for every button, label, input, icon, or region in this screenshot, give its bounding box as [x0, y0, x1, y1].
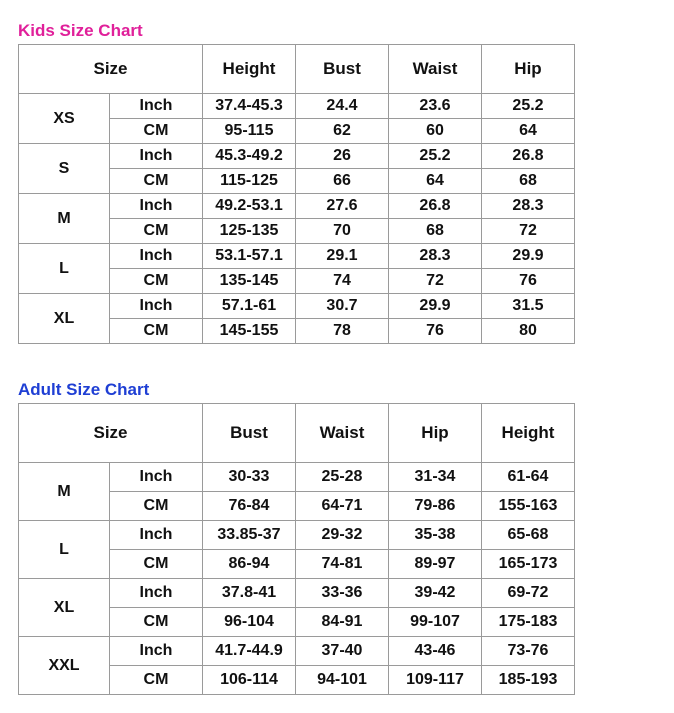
unit-label: CM	[110, 219, 203, 244]
measurement-cell: 70	[296, 219, 389, 244]
measure-header: Hip	[482, 45, 575, 94]
measurement-cell: 57.1-61	[203, 294, 296, 319]
measurement-cell: 29.9	[389, 294, 482, 319]
measurement-cell: 29.1	[296, 244, 389, 269]
unit-label: Inch	[110, 579, 203, 608]
unit-label: CM	[110, 119, 203, 144]
measurement-cell: 65-68	[482, 521, 575, 550]
measurement-cell: 35-38	[389, 521, 482, 550]
unit-label: Inch	[110, 294, 203, 319]
measurement-cell: 115-125	[203, 169, 296, 194]
kids-size-table	[18, 44, 575, 344]
unit-label: Inch	[110, 144, 203, 169]
measurement-cell: 64-71	[296, 492, 389, 521]
measurement-cell: 29.9	[482, 244, 575, 269]
measurement-cell: 99-107	[389, 608, 482, 637]
measurement-cell: 25.2	[482, 94, 575, 119]
table-row	[19, 244, 575, 269]
unit-label: Inch	[110, 244, 203, 269]
measure-header: Bust	[296, 45, 389, 94]
size-label: XL	[19, 294, 110, 344]
measurement-cell: 68	[482, 169, 575, 194]
table-row	[19, 637, 575, 666]
unit-label: Inch	[110, 194, 203, 219]
measurement-cell: 80	[482, 319, 575, 344]
unit-label: CM	[110, 169, 203, 194]
adult-chart-title: Adult Size Chart	[18, 380, 150, 399]
measurement-cell: 26	[296, 144, 389, 169]
measurement-cell: 31.5	[482, 294, 575, 319]
measurement-cell: 95-115	[203, 119, 296, 144]
measurement-cell: 76	[389, 319, 482, 344]
measurement-cell: 27.6	[296, 194, 389, 219]
measure-header: Waist	[296, 404, 389, 463]
size-label: L	[19, 521, 110, 579]
measurement-cell: 37-40	[296, 637, 389, 666]
measurement-cell: 89-97	[389, 550, 482, 579]
header-row	[19, 45, 575, 94]
size-header: Size	[19, 45, 203, 94]
measurement-cell: 64	[389, 169, 482, 194]
measurement-cell: 62	[296, 119, 389, 144]
measurement-cell: 61-64	[482, 463, 575, 492]
measurement-cell: 60	[389, 119, 482, 144]
size-label: S	[19, 144, 110, 194]
size-label: L	[19, 244, 110, 294]
table-row	[19, 463, 575, 492]
measurement-cell: 31-34	[389, 463, 482, 492]
table-row	[19, 194, 575, 219]
measurement-cell: 25.2	[389, 144, 482, 169]
table-row	[19, 144, 575, 169]
measurement-cell: 185-193	[482, 666, 575, 695]
table-row	[19, 94, 575, 119]
unit-label: Inch	[110, 521, 203, 550]
measurement-cell: 28.3	[389, 244, 482, 269]
table-row	[19, 294, 575, 319]
measurement-cell: 41.7-44.9	[203, 637, 296, 666]
measurement-cell: 73-76	[482, 637, 575, 666]
measure-header: Bust	[203, 404, 296, 463]
size-header: Size	[19, 404, 203, 463]
measurement-cell: 106-114	[203, 666, 296, 695]
table-row	[19, 521, 575, 550]
unit-label: CM	[110, 550, 203, 579]
measurement-cell: 84-91	[296, 608, 389, 637]
measurement-cell: 68	[389, 219, 482, 244]
measurement-cell: 28.3	[482, 194, 575, 219]
measurement-cell: 30-33	[203, 463, 296, 492]
adult-size-table	[18, 403, 575, 695]
measurement-cell: 96-104	[203, 608, 296, 637]
size-label: XS	[19, 94, 110, 144]
measurement-cell: 29-32	[296, 521, 389, 550]
measurement-cell: 94-101	[296, 666, 389, 695]
measurement-cell: 76-84	[203, 492, 296, 521]
measurement-cell: 43-46	[389, 637, 482, 666]
unit-label: Inch	[110, 463, 203, 492]
size-label: XL	[19, 579, 110, 637]
measurement-cell: 86-94	[203, 550, 296, 579]
measurement-cell: 72	[482, 219, 575, 244]
measurement-cell: 66	[296, 169, 389, 194]
measure-header: Height	[482, 404, 575, 463]
measurement-cell: 53.1-57.1	[203, 244, 296, 269]
size-label: XXL	[19, 637, 110, 695]
size-label: M	[19, 194, 110, 244]
measure-header: Height	[203, 45, 296, 94]
measurement-cell: 74	[296, 269, 389, 294]
measurement-cell: 24.4	[296, 94, 389, 119]
measurement-cell: 74-81	[296, 550, 389, 579]
measurement-cell: 79-86	[389, 492, 482, 521]
measurement-cell: 37.4-45.3	[203, 94, 296, 119]
measurement-cell: 26.8	[389, 194, 482, 219]
measure-header: Waist	[389, 45, 482, 94]
measurement-cell: 26.8	[482, 144, 575, 169]
size-label: M	[19, 463, 110, 521]
kids-chart-title: Kids Size Chart	[18, 21, 143, 40]
measurement-cell: 109-117	[389, 666, 482, 695]
measurement-cell: 30.7	[296, 294, 389, 319]
measure-header: Hip	[389, 404, 482, 463]
unit-label: CM	[110, 666, 203, 695]
measurement-cell: 175-183	[482, 608, 575, 637]
measurement-cell: 69-72	[482, 579, 575, 608]
measurement-cell: 39-42	[389, 579, 482, 608]
unit-label: CM	[110, 269, 203, 294]
measurement-cell: 33-36	[296, 579, 389, 608]
measurement-cell: 23.6	[389, 94, 482, 119]
unit-label: CM	[110, 608, 203, 637]
measurement-cell: 49.2-53.1	[203, 194, 296, 219]
unit-label: CM	[110, 319, 203, 344]
table-row	[19, 579, 575, 608]
measurement-cell: 155-163	[482, 492, 575, 521]
unit-label: Inch	[110, 94, 203, 119]
unit-label: CM	[110, 492, 203, 521]
measurement-cell: 76	[482, 269, 575, 294]
measurement-cell: 25-28	[296, 463, 389, 492]
measurement-cell: 33.85-37	[203, 521, 296, 550]
measurement-cell: 37.8-41	[203, 579, 296, 608]
measurement-cell: 45.3-49.2	[203, 144, 296, 169]
header-row	[19, 404, 575, 463]
measurement-cell: 125-135	[203, 219, 296, 244]
unit-label: Inch	[110, 637, 203, 666]
measurement-cell: 145-155	[203, 319, 296, 344]
measurement-cell: 72	[389, 269, 482, 294]
measurement-cell: 64	[482, 119, 575, 144]
measurement-cell: 135-145	[203, 269, 296, 294]
measurement-cell: 78	[296, 319, 389, 344]
measurement-cell: 165-173	[482, 550, 575, 579]
